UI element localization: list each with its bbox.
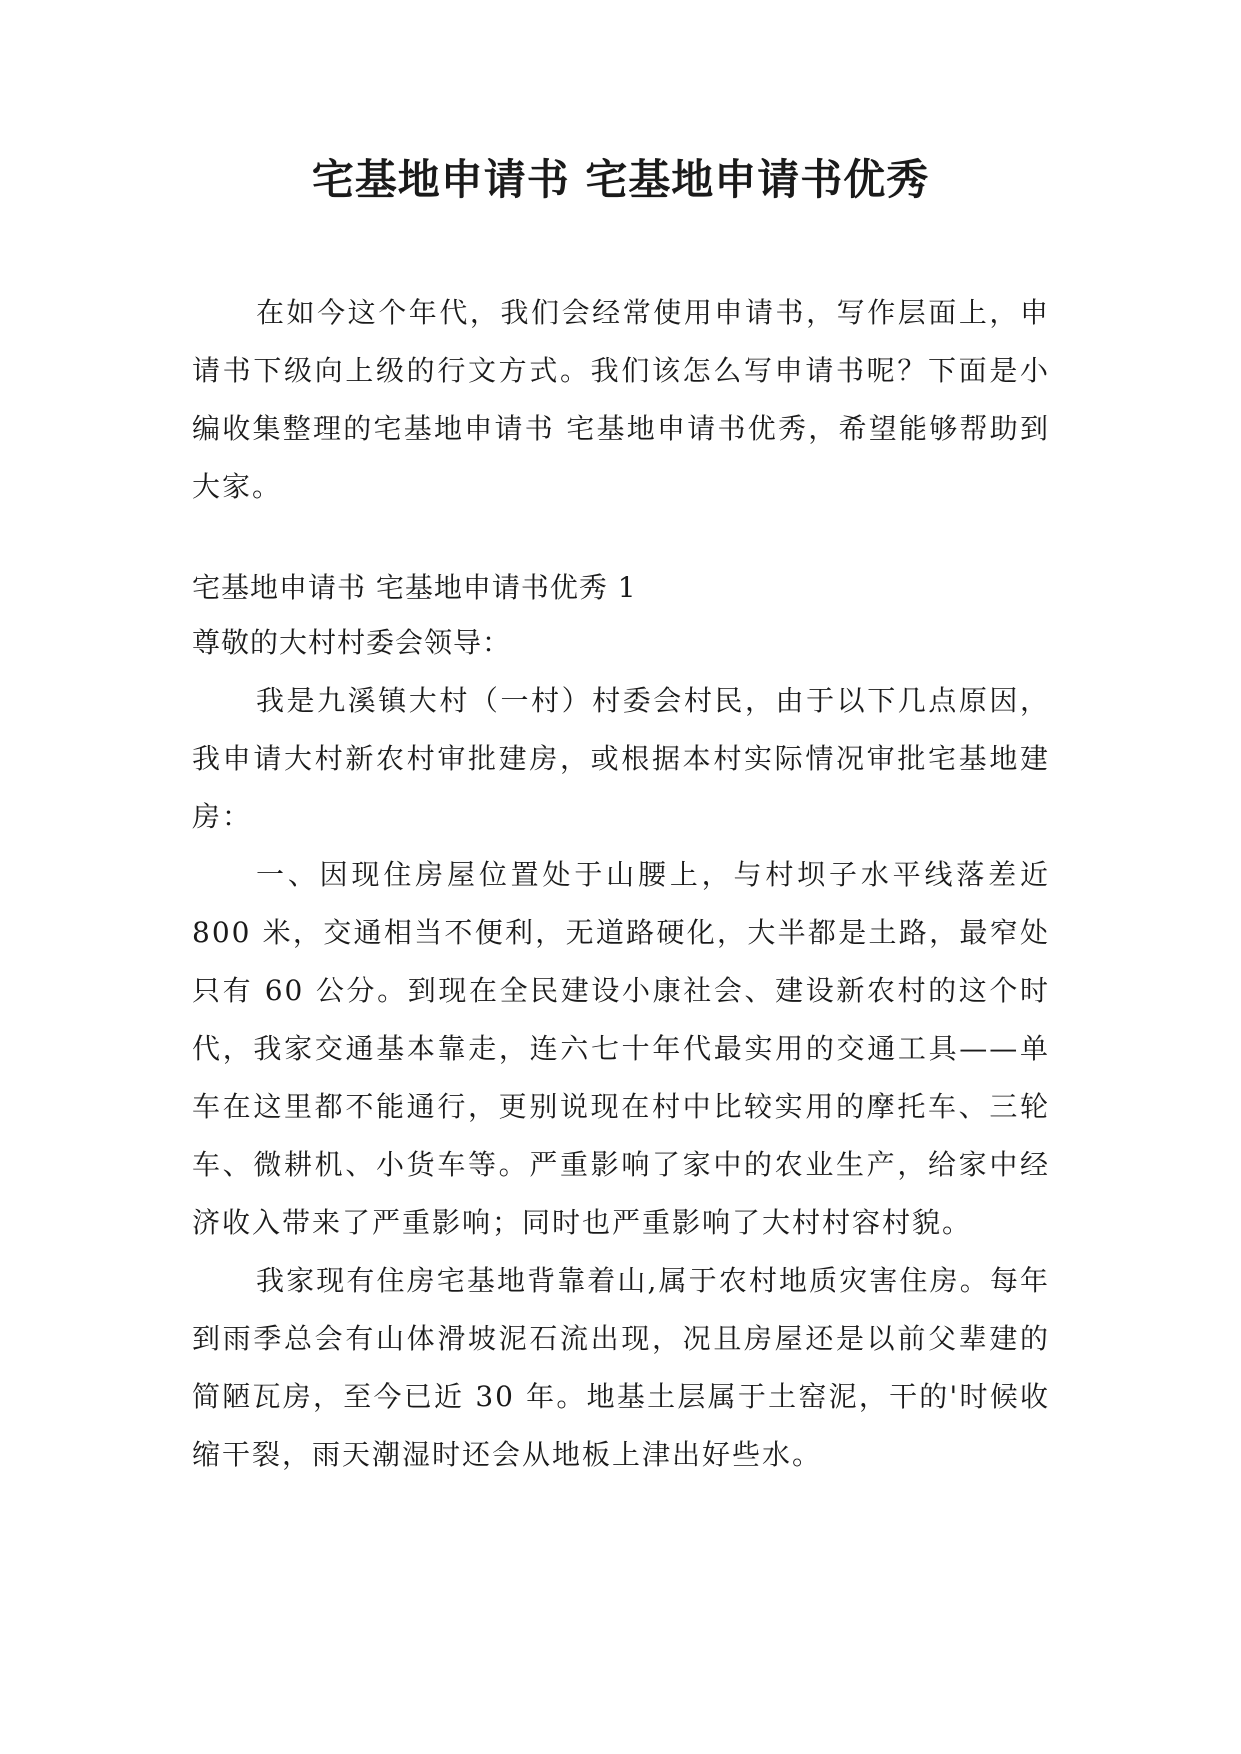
- body-paragraph-3: 我家现有住房宅基地背靠着山,属于农村地质灾害住房。每年到雨季总会有山体滑坡泥石流出现，况且房屋还是以前父辈建的简陋瓦房，至今已近 30 年。地基土层属于土窑泥，干的'时候收缩干裂，雨天潮湿时还会从地板上津出好些水。: [192, 1264, 1050, 1471]
- salutation: 尊敬的大村村委会领导：: [192, 626, 512, 659]
- body-paragraph-1: 我是九溪镇大村（一村）村委会村民，由于以下几点原因，我申请大村新农村审批建房，或根据本村实际情况审批宅基地建房：: [192, 684, 1050, 833]
- document-body: [192, 284, 1050, 1484]
- document-title: 宅基地申请书 宅基地申请书优秀: [311, 155, 930, 204]
- section-heading: 宅基地申请书 宅基地申请书优秀 1: [192, 571, 637, 604]
- body-paragraph-2: 一、因现住房屋位置处于山腰上，与村坝子水平线落差近 800 米，交通相当不便利，无道路硬化，大半都是土路，最窄处只有 60 公分。到现在全民建设小康社会、建设新农村的这个时代，我家交通基本靠走，连六七十年代最实用的交通工具——单车在这里都不能通行，更别说现在村中比较实用的摩托车、三轮车、微耕机、小货车等。严重影响了家中的农业生产，给家中经济收入带来了严重影响；同时也严重影响了大村村容村貌。: [192, 858, 1050, 1239]
- intro-paragraph: 在如今这个年代，我们会经常使用申请书，写作层面上，申请书下级向上级的行文方式。我们该怎么写申请书呢？下面是小编收集整理的宅基地申请书 宅基地申请书优秀，希望能够帮助到大家。: [192, 296, 1050, 503]
